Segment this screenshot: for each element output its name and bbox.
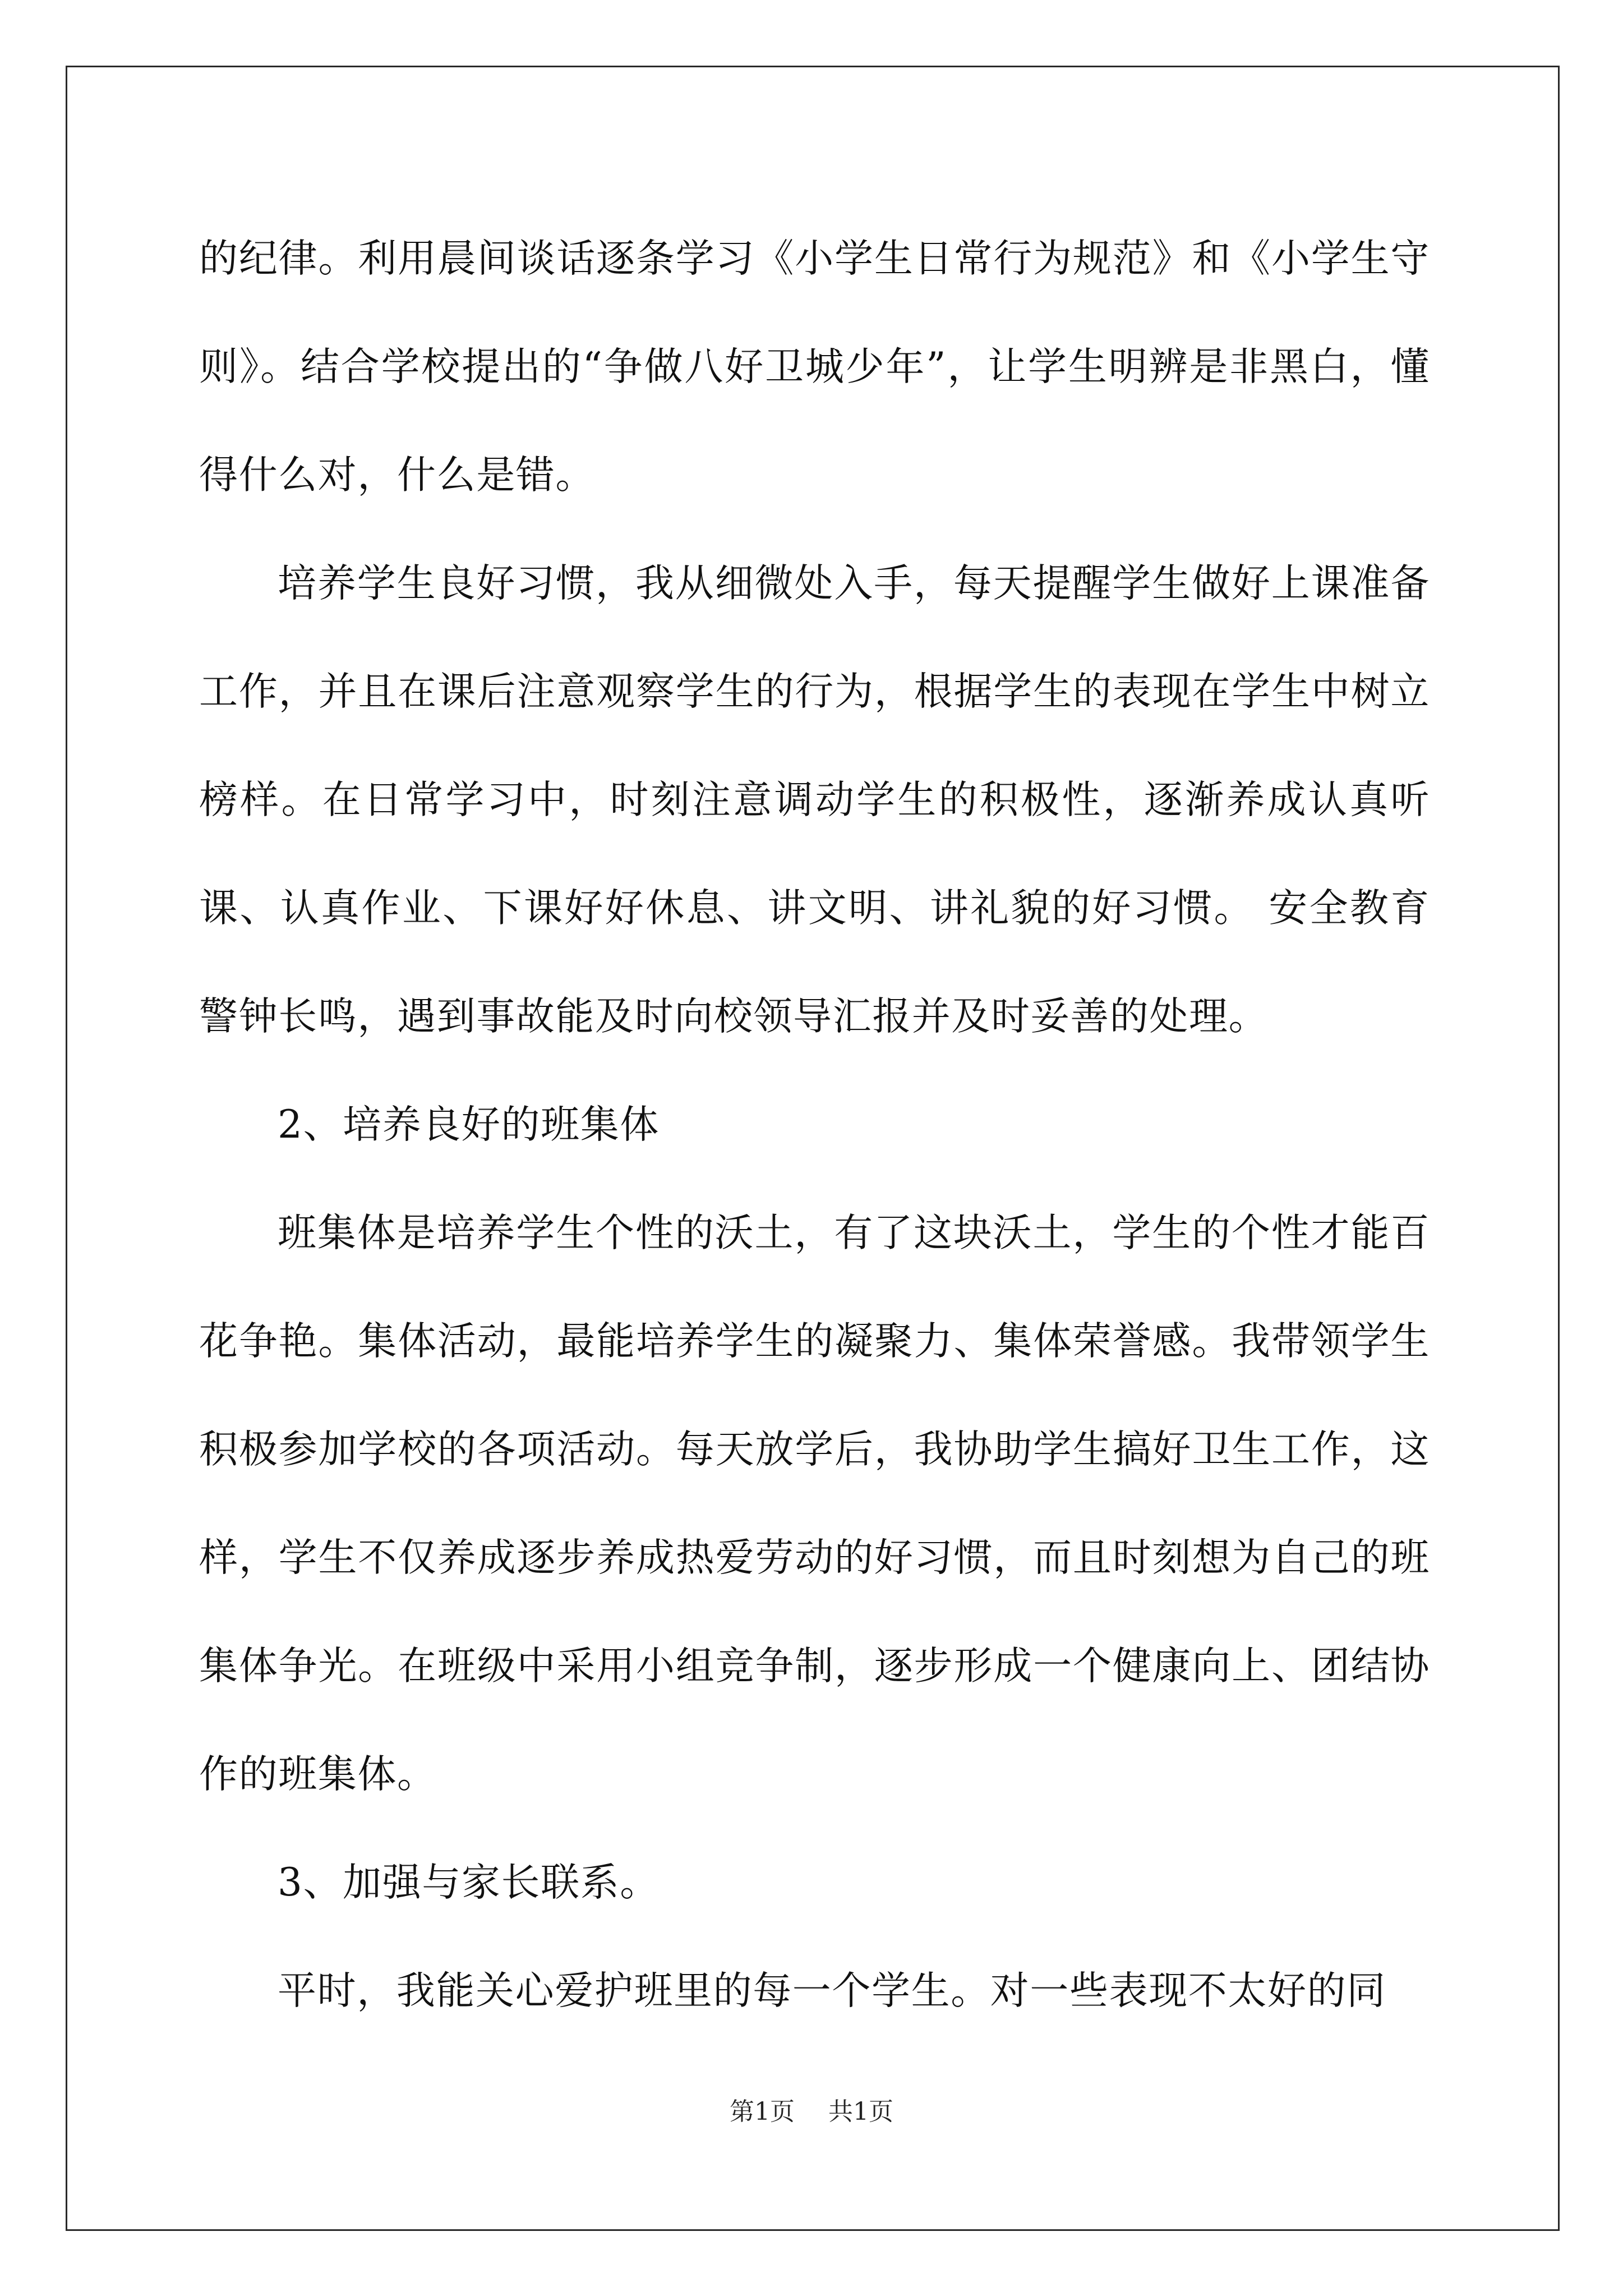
paragraph-3: 班集体是培养学生个性的沃土，有了这块沃土，学生的个性才能百花争艳。集体活动，最能培养学生的凝聚力、集体荣誉感。我带领学生积极参加学校的各项活动。每天放学后，我协助学生搞好卫生工作，这样，学生不仅养成逐步养成热爱劳动的好习惯，而且时刻想为自己的班集体争光。在班级中采用小组竞争制，逐步形成一个健康向上、团结协作的班集体。 [199,1211,1430,1797]
document-body [199,205,1430,2045]
paragraph-1: 的纪律。利用晨间谈话逐条学习《小学生日常行为规范》和《小学生守则》。结合学校提出的“争做八好卫城少年”，让学生明辨是非黑白，懂得什么对，什么是错。 [199,236,1430,498]
page-footer [0,2095,1623,2129]
section-heading-2: 2、培养良好的班集体 [278,1102,660,1147]
section-heading-3: 3、加强与家长联系。 [278,1860,660,1905]
page-total: 共1页 [828,2097,893,2126]
page-number: 第1页 [730,2097,795,2126]
paragraph-2: 培养学生良好习惯，我从细微处入手，每天提醒学生做好上课准备工作，并且在课后注意观察学生的行为，根据学生的表现在学生中树立榜样。在日常学习中，时刻注意调动学生的积极性，逐渐养成认真听课、认真作业、下课好好休息、讲文明、讲礼貌的好习惯。 安全教育警钟长鸣，遇到事故能及时向校领导汇报并及时妥善的处理。 [199,561,1430,1039]
paragraph-4: 平时，我能关心爱护班里的每一个学生。对一些表现不太好的同 [278,1968,1386,2013]
